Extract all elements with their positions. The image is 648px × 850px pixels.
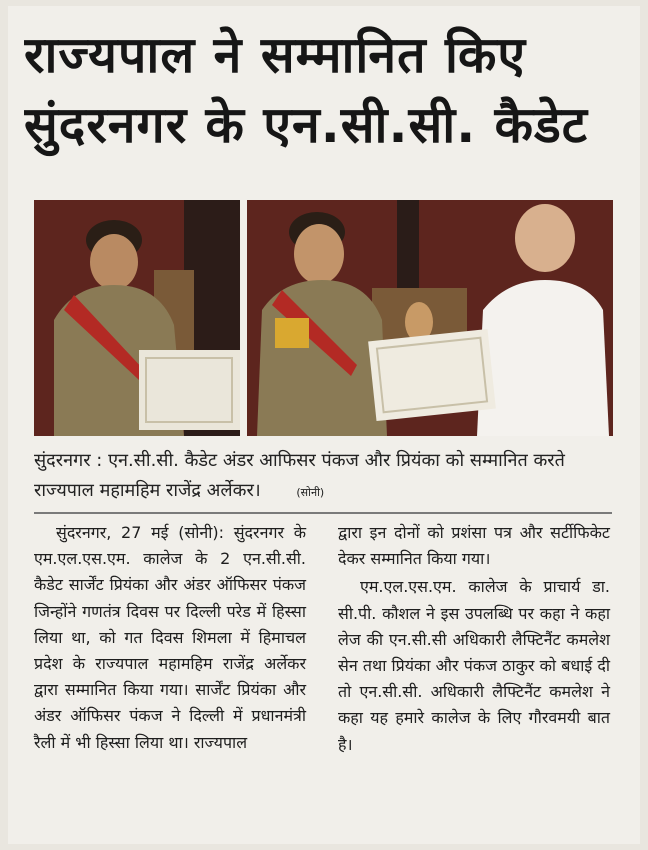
- article-paragraph: एम.एल.एस.एम. कालेज के प्राचार्य डा. सी.पी. कौशल ने इस उपलब्धि पर कहा ने कहा लेज की एन.सी.सी अधिकारी लैफ्टिनैंट कमलेश सेन तथा प्रियंका और पंकज ठाकुर को बधाई दी तो एन.सी.सी. अधिकारी लैफ्टिनैंट कमलेश ने कहा यह हमारे कालेज के लिए गौरवमयी बात है।: [338, 577, 610, 754]
- governor-photo-image: [247, 200, 613, 436]
- photo-right: [247, 200, 613, 436]
- photo-caption: [34, 446, 614, 508]
- caption-divider: [34, 512, 612, 514]
- headline-line-2: सुंदरनगर के एन.सी.सी. कैडेट: [24, 96, 589, 154]
- article-paragraph: द्वारा इन दोनों को प्रशंसा पत्र और सर्टीफिकेट देकर सम्मानित किया गया।: [338, 523, 610, 569]
- caption-credit: (सोनी): [296, 486, 325, 499]
- headline-line-1: राज्यपाल ने सम्मानित किए: [24, 26, 527, 84]
- caption-text: सुंदरनगर : एन.सी.सी. कैडेट अंडर आफिसर पंकज और प्रियंका को सम्मानित करते राज्यपाल महामहिम राजेंद्र अर्लेकर।: [34, 450, 565, 501]
- article-column-left: [34, 520, 306, 756]
- article-paragraph: सुंदरनगर, 27 मई (सोनी): सुंदरनगर के एम.एल.एस.एम. कालेज के 2 एन.सी.सी. कैडेट सार्जेंट प्रियंका और अंडर ऑफिसर पंकज जिन्होंने गणतंत्र दिवस पर दिल्ली परेड में हिस्सा लिया था, को गत दिवस शिमला में हिमाचल प्रदेश के राज्यपाल महामहिम राजेंद्र अर्लेकर द्वारा सम्मानित किया गया। सार्जेंट प्रियंका और अंडर ऑफिसर पंकज ने दिल्ली में प्रधानमंत्री रैली में भी हिस्सा लिया था। राज्यपाल: [34, 523, 306, 752]
- article-column-right: [338, 520, 610, 758]
- cadet-photo-image: [34, 200, 240, 436]
- photo-left: [34, 200, 240, 436]
